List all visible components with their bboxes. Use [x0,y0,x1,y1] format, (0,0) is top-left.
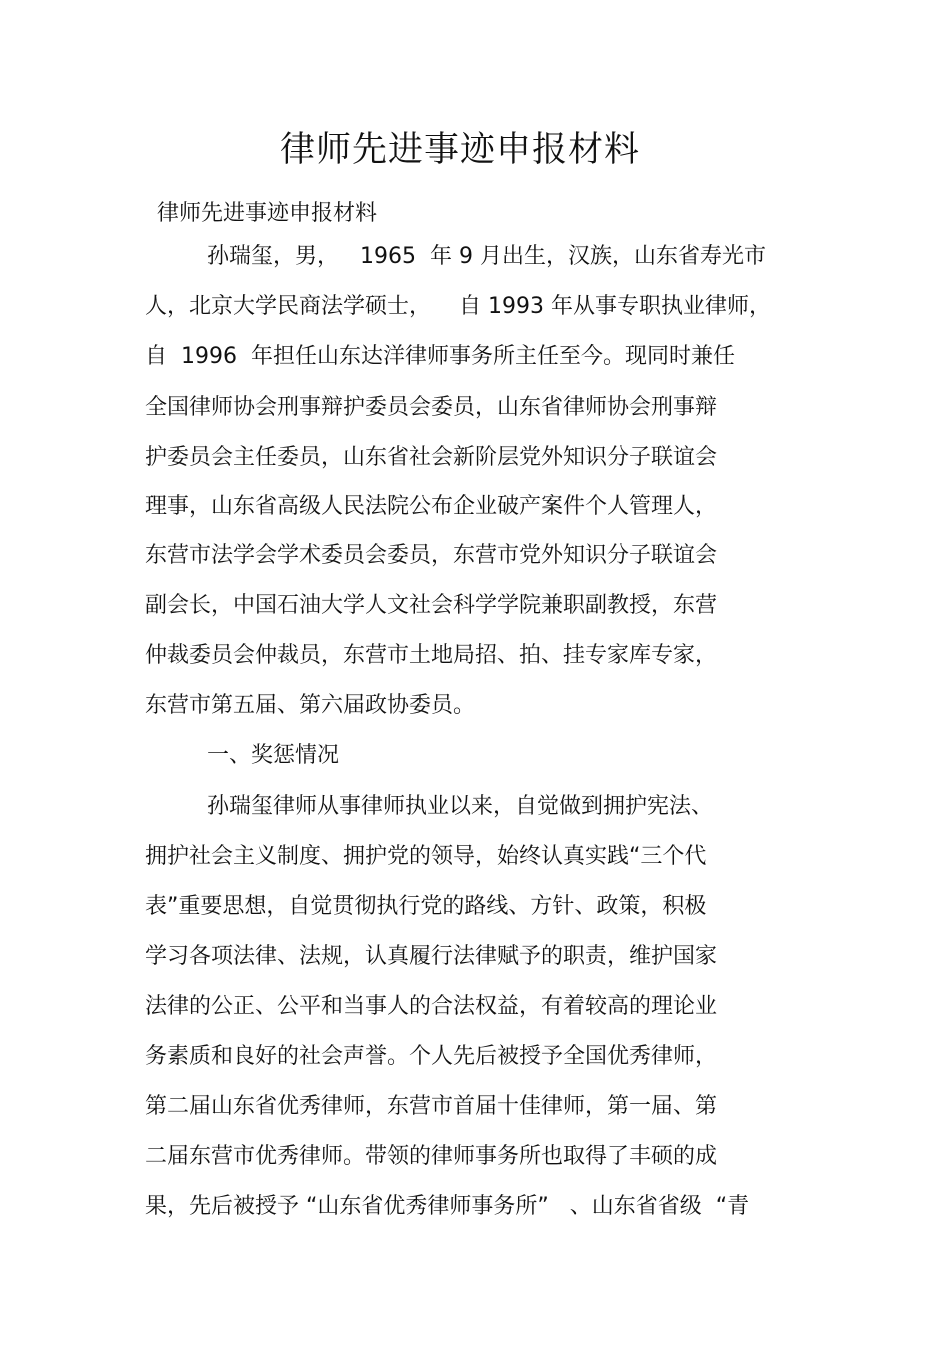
paragraph-line: 东营市第五届、第六届政协委员。 [145,693,476,718]
paragraph-line: 学习各项法律、法规，认真履行法律赋予的职责，维护国家 [145,944,718,969]
paragraph-line: 孙瑞玺，男， 1965 年 9 月出生，汉族，山东省寿光市 [207,244,766,269]
section-heading: 一、奖惩情况 [207,743,340,768]
paragraph-line: 自 1996 年担任山东达洋律师事务所主任至今。现同时兼任 [145,344,735,369]
paragraph-line: 第二届山东省优秀律师，东营市首届十佳律师，第一届、第 [145,1094,718,1119]
document-subtitle: 律师先进事迹申报材料 [157,201,378,226]
paragraph-line: 孙瑞玺律师从事律师执业以来，自觉做到拥护宪法、 [207,794,714,819]
paragraph-line: 法律的公正、公平和当事人的合法权益，有着较高的理论业 [145,994,718,1019]
paragraph-line: 表”重要思想，自觉贯彻执行党的路线、方针、政策，积极 [145,894,707,919]
paragraph-line: 仲裁委员会仲裁员，东营市土地局招、拍、挂专家库专家， [145,643,718,668]
paragraph-line: 护委员会主任委员，山东省社会新阶层党外知识分子联谊会 [145,445,718,470]
document-title: 律师先进事迹申报材料 [279,130,640,170]
paragraph-line: 二届东营市优秀律师。带领的律师事务所也取得了丰硕的成 [145,1144,718,1169]
paragraph-line: 务素质和良好的社会声誉。个人先后被授予全国优秀律师， [145,1044,718,1069]
paragraph-line: 果，先后被授予 “山东省优秀律师事务所” 、山东省省级 “青 [145,1194,750,1219]
paragraph-line: 东营市法学会学术委员会委员，东营市党外知识分子联谊会 [145,543,718,568]
paragraph-line: 拥护社会主义制度、拥护党的领导，始终认真实践“三个代 [145,844,707,869]
paragraph-line: 副会长，中国石油大学人文社会科学学院兼职副教授，东营 [145,593,718,618]
paragraph-line: 全国律师协会刑事辩护委员会委员，山东省律师协会刑事辩 [145,395,718,420]
paragraph-line: 人，北京大学民商法学硕士， 自 1993 年从事专职执业律师， [145,294,771,319]
paragraph-line: 理事，山东省高级人民法院公布企业破产案件个人管理人， [145,494,718,519]
